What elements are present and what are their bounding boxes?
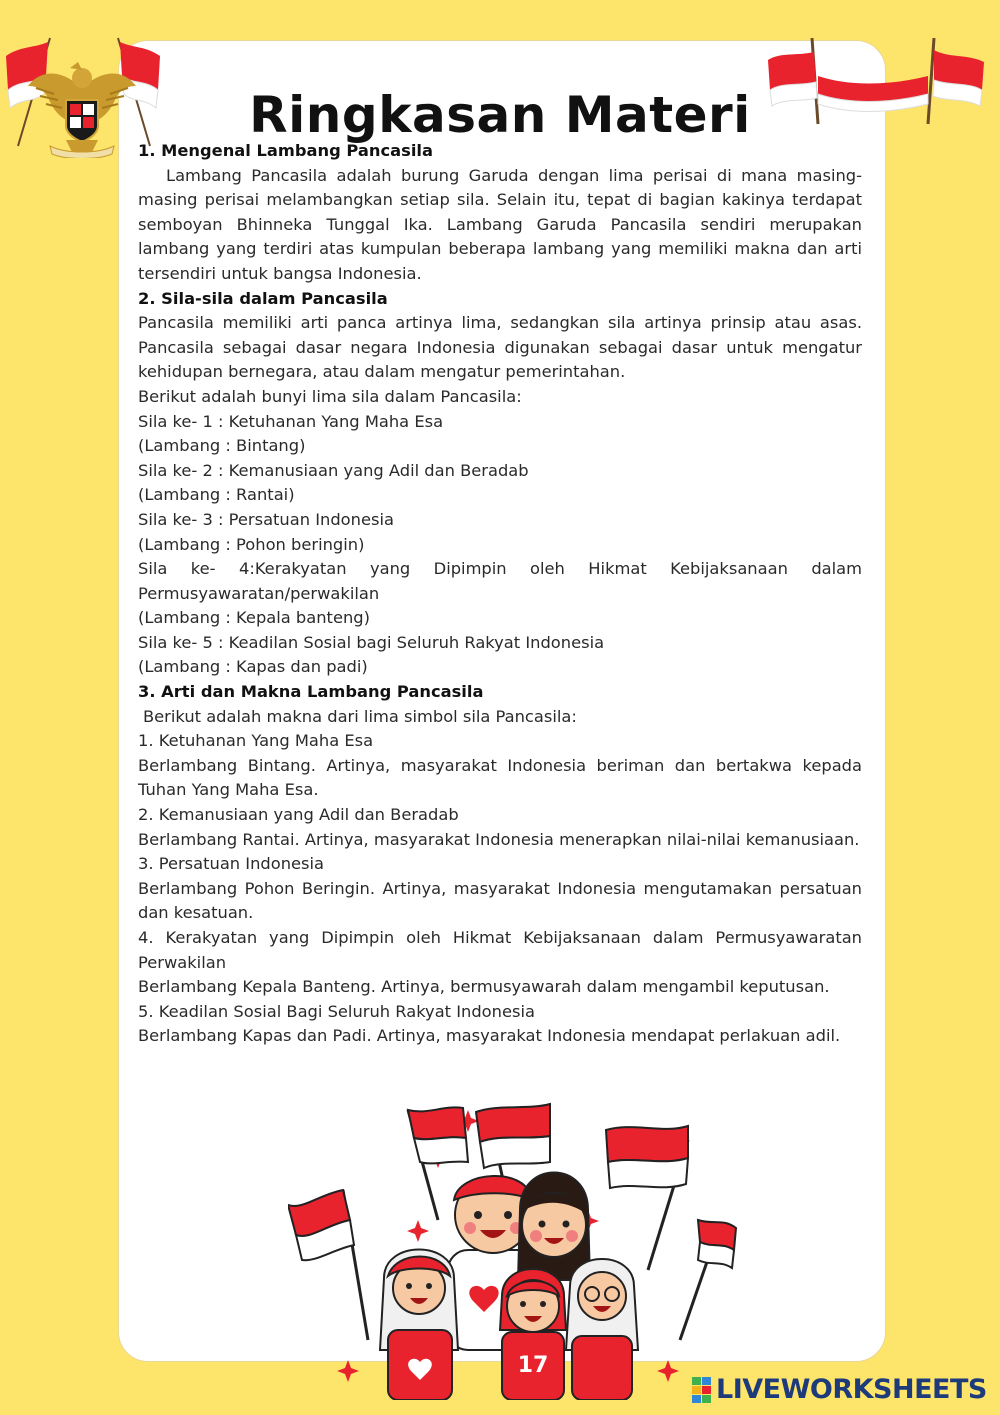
shirt-number: 17 (517, 1353, 549, 1378)
section-2-intro: Berikut adalah bunyi lima sila dalam Pancasila: (138, 386, 522, 406)
section-2-text: Pancasila memiliki arti panca artinya lima, sedangkan sila artinya prinsip atau asas. Pancasila sebagai dasar negara Indonesia digunakan sebagai dasar untuk mengatur kehidupan bernegara, atau dalam mengatur pemerintahan. (138, 313, 862, 382)
sila-4-name: Sila ke- 4:Kerakyatan yang Dipimpin oleh Hikmat Kebijaksanaan dalam Permusyawaratan/perwakilan (138, 559, 862, 603)
meaning-2-title: 2. Kemanusiaan yang Adil dan Beradab (138, 805, 459, 825)
meaning-3-text: Berlambang Pohon Beringin. Artinya, masyarakat Indonesia mengutamakan persatuan dan kesatuan. (138, 878, 862, 923)
page-title: Ringkasan Materi (249, 85, 751, 144)
sila-1-name: Sila ke- 1 : Ketuhanan Yang Maha Esa (138, 411, 444, 431)
sila-5-name: Sila ke- 5 : Keadilan Sosial bagi Seluruh Rakyat Indonesia (138, 632, 605, 652)
section-1-text: Lambang Pancasila adalah burung Garuda dengan lima perisai di mana masing-masing perisai melambangkan setiap sila. Selain itu, tepat di bagian kakinya terdapat semboyan Bhinneka Tunggal Ika. Lambang Garuda Pancasila sendiri merupakan lambang yang terdiri atas kumpulan beberapa lambang yang memiliki makna dan arti tersendiri untuk bangsa Indonesia. (138, 165, 862, 283)
meaning-3-title: 3. Persatuan Indonesia (138, 854, 325, 874)
meaning-5-title: 5. Keadilan Sosial Bagi Seluruh Rakyat Indonesia (138, 1001, 535, 1021)
sila-1-symbol: (Lambang : Bintang) (138, 436, 306, 456)
celebration-illustration (288, 1100, 738, 1400)
brand-name: LIVEWORKSHEETS (716, 1374, 987, 1405)
meaning-1-text: Berlambang Bintang. Artinya, masyarakat Indonesia beriman dan bertakwa kepada Tuhan Yang Maha Esa. (138, 755, 862, 800)
meaning-5-text: Berlambang Kapas dan Padi. Artinya, masyarakat Indonesia mendapat perlakuan adil. (138, 1026, 841, 1046)
section-2-heading: 2. Sila-sila dalam Pancasila (138, 288, 388, 308)
meaning-2-text: Berlambang Rantai. Artinya, masyarakat Indonesia menerapkan nilai-nilai kemanusiaan. (138, 829, 860, 849)
meaning-4-title: 4. Kerakyatan yang Dipimpin oleh Hikmat Kebijaksanaan dalam Permusyawaratan Perwakilan (138, 928, 862, 972)
sila-4-symbol: (Lambang : Kepala banteng) (138, 608, 370, 628)
sila-3-symbol: (Lambang : Pohon beringin) (138, 534, 365, 554)
sila-5-symbol: (Lambang : Kapas dan padi) (138, 657, 368, 677)
section-3-heading: 3. Arti dan Makna Lambang Pancasila (138, 682, 484, 702)
sila-3-name: Sila ke- 3 : Persatuan Indonesia (138, 509, 394, 529)
liveworksheets-brand[interactable] (692, 1374, 987, 1405)
sila-2-name: Sila ke- 2 : Kemanusiaan yang Adil dan Beradab (138, 460, 529, 480)
liveworksheets-logo-icon (692, 1377, 712, 1403)
summary-content (138, 139, 862, 1049)
section-1-heading: 1. Mengenal Lambang Pancasila (138, 141, 433, 160)
meaning-4-text: Berlambang Kepala Banteng. Artinya, bermusyawarah dalam mengambil keputusan. (138, 977, 830, 997)
sila-2-symbol: (Lambang : Rantai) (138, 485, 295, 505)
meaning-1-title: 1. Ketuhanan Yang Maha Esa (138, 731, 374, 751)
section-3-intro: Berikut adalah makna dari lima simbol sila Pancasila: (143, 706, 577, 726)
